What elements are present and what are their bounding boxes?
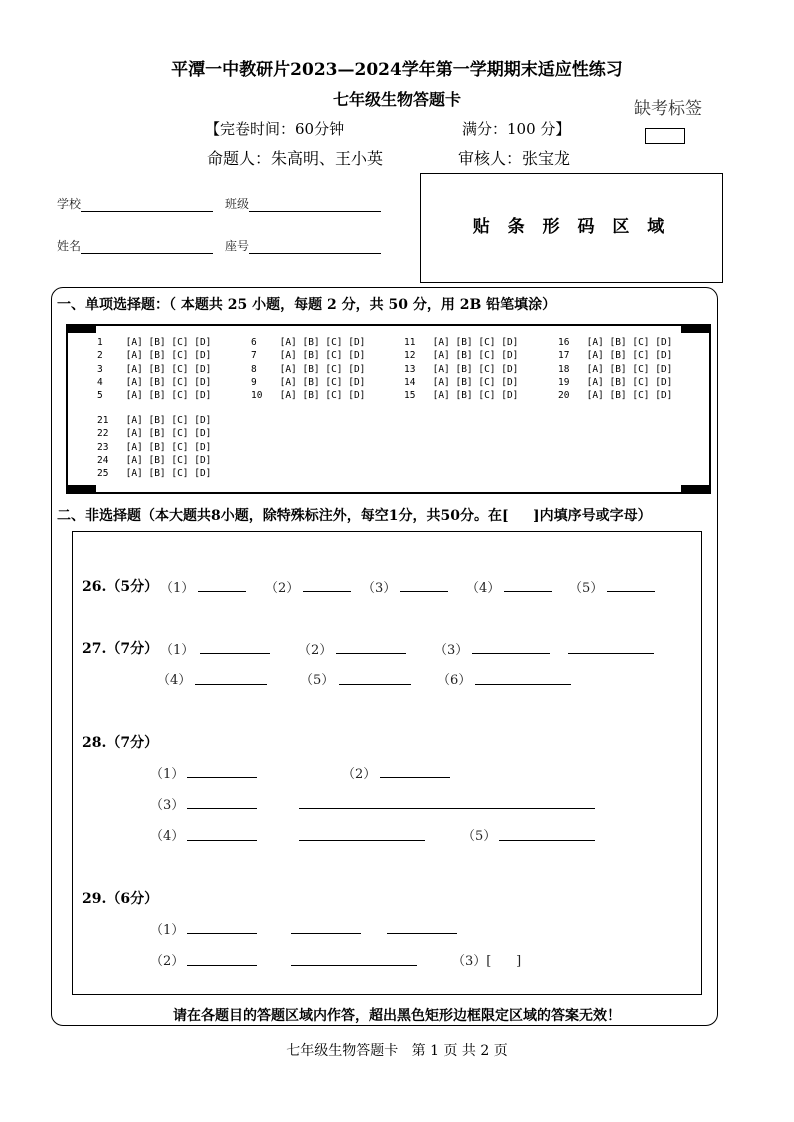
full-score: 满分：100 分】 [462,120,571,138]
sub-label: （3） [434,643,469,658]
question-28-label: 28.（7分） [82,735,159,751]
answer-line[interactable] [339,684,411,685]
warning-note: 请在各题目的答题区域内作答，超出黑色矩形边框限定区域的答案无效！ [173,1008,621,1024]
choice-column-1[interactable]: 1 [A] [B] [C] [D] 2 [A] [B] [C] [D] 3 [A] [B] [C] [D] 4 [A] [B] [C] [D] 5 [A] [B] [C] [D] [97,337,212,402]
sub-label: （5） [462,829,497,844]
sub-label: （3） [150,798,185,813]
corner-mark [66,485,96,494]
sub-label: （1） [150,923,185,938]
answer-line[interactable] [504,591,552,592]
answer-line[interactable] [380,777,450,778]
answer-line[interactable] [568,653,654,654]
answer-line[interactable] [472,653,550,654]
corner-mark [681,485,711,494]
answer-line[interactable] [187,808,257,809]
answer-line[interactable] [475,684,571,685]
card-subtitle: 七年级生物答题卡 [332,90,461,109]
answer-line[interactable] [387,933,457,934]
answer-line[interactable] [303,591,351,592]
sub-label: （4） [150,829,185,844]
question-setter: 命题人：朱高明、王小英 [207,149,384,168]
name-label: 姓名 [57,239,82,253]
answer-line[interactable] [299,840,425,841]
page-footer: 七年级生物答题卡 第 1 页 共 2 页 [286,1043,508,1059]
answer-line[interactable] [336,653,406,654]
reviewer: 审核人：张宝龙 [458,149,571,168]
answer-line[interactable] [187,965,257,966]
sub-label: （1） [160,581,195,596]
answer-line[interactable] [187,840,257,841]
sub-label: （2） [265,581,300,596]
sub-label: （2） [150,954,185,969]
section1-title: 一、单项选择题：（ 本题共 25 小题，每题 2 分，共 50 分，用 2B 铅笔填涂） [57,297,557,313]
choice-grid [66,324,711,494]
absent-checkbox[interactable] [645,128,685,144]
school-field[interactable] [57,195,213,212]
sub-label: （1） [150,767,185,782]
sub-label: （2） [342,767,377,782]
answer-line[interactable] [195,684,267,685]
exam-time: 【完卷时间：60分钟 [205,120,345,138]
question-26-label: 26.（5分） [82,579,159,595]
section2-title: 二、非选择题（本大题共8小题，除特殊标注外，每空1分，共50分。在[ ]内填序号或字母） [57,508,652,524]
class-field[interactable] [225,195,381,212]
barcode-label: 贴 条 形 码 区 域 [472,217,671,237]
sub-label: （5） [569,581,604,596]
choice-column-4[interactable]: 16 [A] [B] [C] [D] 17 [A] [B] [C] [D] 18 [A] [B] [C] [D] 19 [A] [B] [C] [D] 20 [A] [B] [C] [D] [558,337,673,402]
seat-label: 座号 [225,239,250,253]
barcode-area [420,173,723,283]
corner-mark [66,324,96,333]
bracket-answer[interactable]: （3）[ ] [452,954,522,969]
answer-line[interactable] [291,933,361,934]
answer-line[interactable] [299,808,595,809]
corner-mark [681,324,711,333]
sub-label: （5） [300,673,335,688]
choice-column-2[interactable]: 6 [A] [B] [C] [D] 7 [A] [B] [C] [D] 8 [A] [B] [C] [D] 9 [A] [B] [C] [D] 10 [A] [B] [C] [D] [251,337,366,402]
sub-label: （3） [362,581,397,596]
answer-line[interactable] [198,591,246,592]
exam-title: 平潭一中教研片2023—2024学年第一学期期末适应性练习 [171,60,623,80]
answer-line[interactable] [607,591,655,592]
sub-label: （6） [437,673,472,688]
choice-column-3[interactable]: 11 [A] [B] [C] [D] 12 [A] [B] [C] [D] 13 [A] [B] [C] [D] 14 [A] [B] [C] [D] 15 [A] [B] [C] [D] [404,337,519,402]
answer-line[interactable] [187,933,257,934]
answer-line[interactable] [400,591,448,592]
sub-label: （1） [160,643,195,658]
seat-field[interactable] [225,237,381,254]
name-field[interactable] [57,237,213,254]
sub-label: （4） [157,673,192,688]
school-label: 学校 [57,197,82,211]
answer-line[interactable] [200,653,270,654]
answer-line[interactable] [499,840,595,841]
question-27-label: 27.（7分） [82,641,159,657]
sub-label: （2） [298,643,333,658]
choice-column-5[interactable]: 21 [A] [B] [C] [D] 22 [A] [B] [C] [D] 23 [A] [B] [C] [D] 24 [A] [B] [C] [D] 25 [A] [B] [C] [D] [97,415,212,480]
sub-label: （4） [466,581,501,596]
absent-label: 缺考标签 [634,99,702,119]
question-29-label: 29.（6分） [82,891,159,907]
class-label: 班级 [225,197,250,211]
answer-line[interactable] [291,965,417,966]
answer-line[interactable] [187,777,257,778]
